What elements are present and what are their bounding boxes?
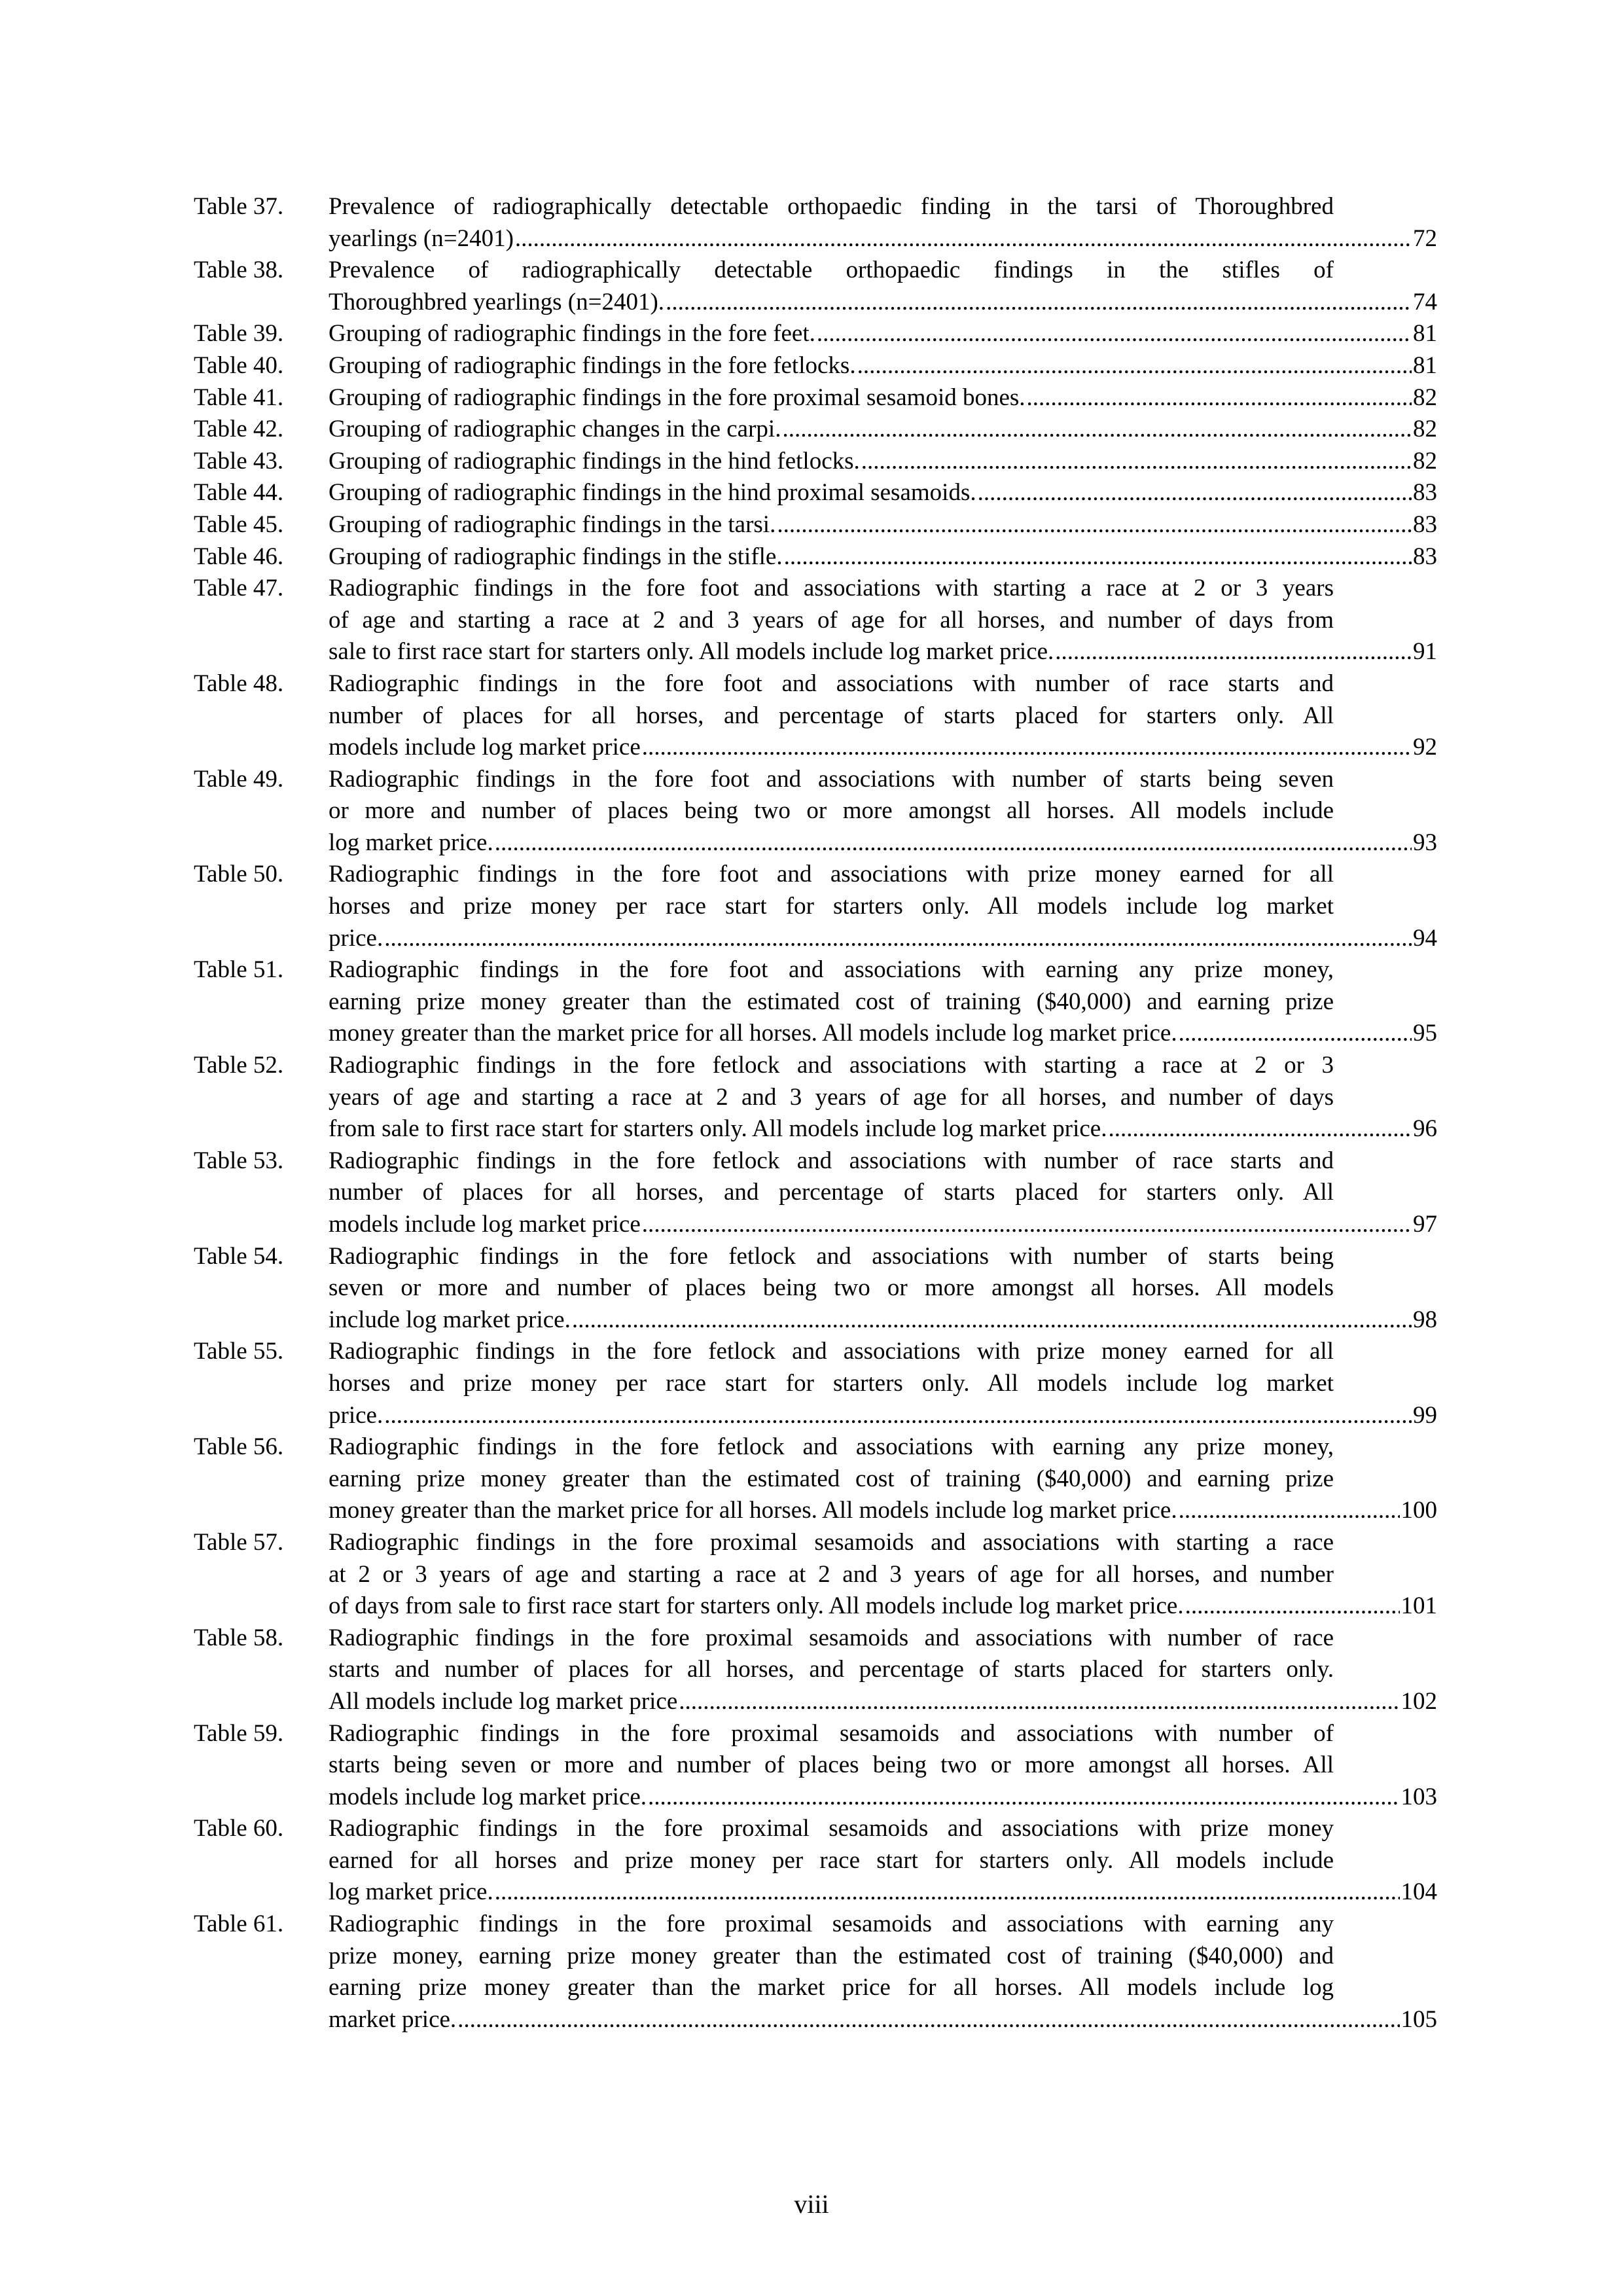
toc-entry-title-line: Radiographic findings in the fore foot and associations with earning any prize money, — [329, 956, 1334, 984]
toc-entry-body — [329, 573, 1437, 668]
toc-entry-page-number[interactable]: 104 — [1400, 1878, 1437, 1906]
dot-leader — [861, 446, 1412, 478]
toc-entry-title-line: Radiographic findings in the fore proximal sesamoids and associations with number of — [329, 1719, 1334, 1747]
toc-entry-last-line — [329, 1590, 1437, 1623]
dot-leader — [1179, 1018, 1412, 1050]
toc-entry-title-line: earning prize money greater than the estimated cost of training ($40,000) and earning prize — [329, 1465, 1334, 1492]
dot-leader — [495, 1876, 1400, 1909]
toc-entry[interactable] — [194, 1813, 1437, 1909]
toc-entry[interactable] — [194, 1431, 1437, 1527]
dot-leader — [784, 541, 1412, 573]
dot-leader — [642, 1209, 1412, 1241]
toc-entry-label: Table 48. — [194, 670, 284, 697]
page-number: viii — [794, 2189, 829, 2219]
dot-leader — [782, 414, 1412, 446]
toc-entry[interactable] — [194, 859, 1437, 954]
toc-entry-title-line: money greater than the market price for all horses. All models include log market price. — [329, 1020, 1177, 1047]
toc-entry-title-line: Prevalence of radiographically detectable orthopaedic findings in the stifles of — [329, 257, 1334, 284]
toc-entry-title-line: sale to first race start for starters only. All models include log market price. — [329, 638, 1054, 666]
toc-entry-title-line: All models include log market price — [329, 1687, 678, 1715]
toc-entry-body — [329, 1050, 1437, 1145]
toc-entry-page-number[interactable]: 103 — [1400, 1783, 1437, 1810]
dot-leader — [515, 223, 1412, 255]
toc-entry-body — [329, 477, 1437, 509]
toc-entry-title-line: Grouping of radiographic findings in the hind fetlocks. — [329, 447, 860, 475]
toc-entry-label: Table 54. — [194, 1242, 284, 1270]
toc-entry[interactable] — [194, 350, 1437, 382]
toc-entry-label: Table 38. — [194, 257, 284, 284]
toc-entry[interactable] — [194, 954, 1437, 1050]
toc-entry-title-line: Radiographic findings in the fore proximal sesamoids and associations with starting a race — [329, 1528, 1334, 1556]
toc-entry-last-line — [329, 1304, 1437, 1336]
toc-entry-title-line: seven or more and number of places being two or more amongst all horses. All models — [329, 1274, 1334, 1302]
toc-entry-last-line — [329, 1686, 1437, 1718]
toc-entry[interactable] — [194, 318, 1437, 350]
toc-entry-body — [329, 1527, 1437, 1623]
toc-entry-body — [329, 1718, 1437, 1814]
toc-entry-title-line: include log market price. — [329, 1306, 571, 1333]
toc-entry-body — [329, 668, 1437, 764]
toc-entry-body — [329, 541, 1437, 573]
toc-entry[interactable] — [194, 414, 1437, 446]
dot-leader — [666, 287, 1412, 319]
toc-entry-title-line: models include log market price — [329, 1211, 641, 1238]
toc-entry-title-line: Radiographic findings in the fore proximal sesamoids and associations with prize money — [329, 1815, 1334, 1842]
toc-entry-title-line: Grouping of radiographic findings in the hind proximal sesamoids. — [329, 479, 976, 507]
toc-entry-label: Table 44. — [194, 479, 284, 507]
toc-entry[interactable] — [194, 191, 1437, 255]
dot-leader — [648, 1782, 1400, 1814]
toc-entry-page-number[interactable]: 72 — [1413, 224, 1437, 252]
toc-entry-page-number[interactable]: 83 — [1413, 479, 1437, 507]
toc-entry-title-line: Grouping of radiographic changes in the carpi. — [329, 416, 781, 443]
dot-leader — [679, 1686, 1399, 1718]
toc-entry[interactable] — [194, 573, 1437, 668]
toc-entry[interactable] — [194, 1527, 1437, 1623]
toc-entry-body — [329, 859, 1437, 954]
toc-entry-page-number[interactable]: 83 — [1413, 511, 1437, 538]
toc-entry-label: Table 49. — [194, 765, 284, 793]
dot-leader — [1179, 1495, 1400, 1527]
toc-entry-last-line — [329, 1018, 1437, 1050]
toc-entry-body — [329, 350, 1437, 382]
toc-entry-page-number[interactable]: 98 — [1413, 1306, 1437, 1333]
toc-entry-label: Table 57. — [194, 1528, 284, 1556]
toc-entry-title-line: Prevalence of radiographically detectable orthopaedic finding in the tarsi of Thoroughbred — [329, 193, 1334, 220]
toc-entry-body — [329, 509, 1437, 541]
toc-entry-title-line: Radiographic findings in the fore fetlock and associations with starting a race at 2 or 3 — [329, 1052, 1334, 1079]
toc-entry-body — [329, 1813, 1437, 1909]
toc-entry-page-number[interactable]: 74 — [1413, 288, 1437, 315]
toc-entry-title-line: price. — [329, 1401, 383, 1429]
toc-entry-page-number[interactable]: 95 — [1413, 1020, 1437, 1047]
toc-entry-title-line: Radiographic findings in the fore fetlock and associations with earning any prize money, — [329, 1433, 1334, 1461]
toc-entry-last-line — [329, 1400, 1437, 1432]
dot-leader — [572, 1304, 1412, 1336]
toc-entry-body — [329, 414, 1437, 446]
toc-entry-title-line: starts and number of places for all horses, and percentage of starts placed for starters only. — [329, 1656, 1334, 1683]
dot-leader — [1108, 1113, 1412, 1145]
toc-entry-page-number[interactable]: 105 — [1400, 2005, 1437, 2033]
toc-entry-body — [329, 954, 1437, 1050]
dot-leader — [642, 732, 1412, 764]
toc-entry-last-line — [329, 1495, 1437, 1527]
toc-entry-label: Table 50. — [194, 861, 284, 888]
toc-entry-title-line: Radiographic findings in the fore foot and associations with prize money earned for all — [329, 861, 1334, 888]
toc-entry-body — [329, 1909, 1437, 2036]
toc-entry-body — [329, 318, 1437, 350]
toc-entry-last-line — [329, 318, 1437, 350]
toc-entry-label: Table 46. — [194, 543, 284, 570]
toc-entry-title-line: Radiographic findings in the fore foot and associations with starting a race at 2 or 3 years — [329, 575, 1334, 602]
toc-entry-title-line: years of age and starting a race at 2 and 3 years of age for all horses, and number of days — [329, 1083, 1334, 1111]
toc-entry-last-line — [329, 827, 1437, 859]
toc-entry-label: Table 61. — [194, 1910, 284, 1938]
toc-entry-title-line: Grouping of radiographic findings in the fore feet. — [329, 320, 815, 348]
toc-entry-label: Table 42. — [194, 416, 284, 443]
toc-entry-label: Table 45. — [194, 511, 284, 538]
toc-entry-page-number[interactable]: 81 — [1413, 351, 1437, 379]
toc-entry-label: Table 41. — [194, 384, 284, 411]
toc-entry-last-line — [329, 446, 1437, 478]
toc-entry[interactable] — [194, 446, 1437, 478]
toc-entry-page-number[interactable]: 100 — [1400, 1497, 1437, 1524]
toc-entry-last-line — [329, 1782, 1437, 1814]
toc-entry-last-line — [329, 732, 1437, 764]
toc-entry-label: Table 52. — [194, 1052, 284, 1079]
toc-entry-body — [329, 255, 1437, 318]
toc-entry[interactable] — [194, 1241, 1437, 1336]
toc-entry-body — [329, 1623, 1437, 1718]
dot-leader — [495, 827, 1412, 859]
toc-entry-body — [329, 446, 1437, 478]
toc-entry-last-line — [329, 382, 1437, 414]
toc-entry-title-line: yearlings (n=2401) — [329, 224, 514, 252]
toc-entry-page-number[interactable]: 82 — [1413, 384, 1437, 411]
toc-entry-title-line: models include log market price — [329, 734, 641, 761]
toc-entry-label: Table 43. — [194, 447, 284, 475]
toc-entry-title-line: Grouping of radiographic findings in the tarsi. — [329, 511, 776, 538]
dot-leader — [978, 477, 1412, 509]
toc-entry-title-line: prize money, earning prize money greater than the estimated cost of training ($40,000) and — [329, 1942, 1334, 1969]
toc-entry-page-number[interactable]: 94 — [1413, 924, 1437, 952]
toc-entry-last-line — [329, 223, 1437, 255]
toc-entry[interactable] — [194, 1623, 1437, 1718]
toc-entry-label: Table 53. — [194, 1147, 284, 1174]
toc-entry-body — [329, 1336, 1437, 1431]
toc-entry-last-line — [329, 350, 1437, 382]
toc-entry-title-line: from sale to first race start for starters only. All models include log market price. — [329, 1115, 1107, 1143]
toc-entry[interactable] — [194, 477, 1437, 509]
toc-entry[interactable] — [194, 509, 1437, 541]
toc-entry-last-line — [329, 1209, 1437, 1241]
toc-entry[interactable] — [194, 1050, 1437, 1145]
toc-entry-last-line — [329, 509, 1437, 541]
dot-leader — [1185, 1590, 1400, 1623]
toc-entry-title-line: Grouping of radiographic findings in the fore fetlocks. — [329, 351, 856, 379]
toc-entry-last-line — [329, 541, 1437, 573]
toc-entry-label: Table 56. — [194, 1433, 284, 1461]
toc-entry-page-number[interactable]: 82 — [1413, 416, 1437, 443]
toc-entry-last-line — [329, 2004, 1437, 2036]
toc-entry[interactable] — [194, 1718, 1437, 1814]
toc-entry-body — [329, 382, 1437, 414]
toc-entry-page-number[interactable]: 92 — [1413, 734, 1437, 761]
toc-entry[interactable] — [194, 1909, 1437, 2036]
toc-entry-body — [329, 191, 1437, 255]
dot-leader — [1027, 382, 1412, 414]
dot-leader — [777, 509, 1412, 541]
toc-entry[interactable] — [194, 1336, 1437, 1431]
toc-entry-title-line: Radiographic findings in the fore foot and associations with number of starts being seven — [329, 765, 1334, 793]
toc-entry-title-line: number of places for all horses, and percentage of starts placed for starters only. All — [329, 1179, 1334, 1206]
toc-entry-title-line: log market price. — [329, 829, 493, 856]
toc-entry-title-line: earned for all horses and prize money per race start for starters only. All models include — [329, 1846, 1334, 1874]
toc-entry-title-line: log market price. — [329, 1878, 493, 1906]
dot-leader — [817, 318, 1412, 350]
toc-entry-title-line: Radiographic findings in the fore proximal sesamoids and associations with number of race — [329, 1624, 1334, 1651]
list-of-tables — [194, 191, 1437, 2036]
dot-leader — [384, 1400, 1412, 1432]
toc-entry[interactable] — [194, 255, 1437, 318]
dot-leader — [1055, 636, 1412, 668]
toc-entry-last-line — [329, 414, 1437, 446]
toc-entry-title-line: earning prize money greater than the market price for all horses. All models include log — [329, 1974, 1334, 2001]
toc-entry-label: Table 55. — [194, 1338, 284, 1365]
dot-leader — [457, 2004, 1399, 2036]
toc-entry-title-line: Radiographic findings in the fore fetlock and associations with prize money earned for all — [329, 1338, 1334, 1365]
toc-entry-page-number[interactable]: 99 — [1413, 1401, 1437, 1429]
toc-entry-body — [329, 1431, 1437, 1527]
toc-entry-title-line: Grouping of radiographic findings in the stifle. — [329, 543, 783, 570]
toc-entry-title-line: number of places for all horses, and percentage of starts placed for starters only. All — [329, 702, 1334, 729]
toc-entry-label: Table 39. — [194, 320, 284, 348]
dot-leader — [857, 350, 1412, 382]
toc-entry-page-number[interactable]: 83 — [1413, 543, 1437, 570]
toc-entry-title-line: or more and number of places being two or more amongst all horses. All models include — [329, 797, 1334, 825]
toc-entry-page-number[interactable]: 101 — [1400, 1592, 1437, 1620]
toc-entry[interactable] — [194, 541, 1437, 573]
toc-entry-last-line — [329, 287, 1437, 319]
toc-entry-last-line — [329, 923, 1437, 955]
toc-entry-title-line: earning prize money greater than the estimated cost of training ($40,000) and earning prize — [329, 988, 1334, 1015]
toc-entry-title-line: of days from sale to first race start for starters only. All models include log market price. — [329, 1592, 1184, 1620]
toc-entry-title-line: Radiographic findings in the fore fetlock and associations with number of starts being — [329, 1242, 1334, 1270]
toc-entry-title-line: price. — [329, 924, 383, 952]
toc-entry-label: Table 59. — [194, 1719, 284, 1747]
toc-entry-title-line: Radiographic findings in the fore foot and associations with number of race starts and — [329, 670, 1334, 697]
toc-entry-last-line — [329, 1113, 1437, 1145]
toc-entry-title-line: money greater than the market price for all horses. All models include log market price. — [329, 1497, 1177, 1524]
toc-entry[interactable] — [194, 1145, 1437, 1241]
toc-entry[interactable] — [194, 764, 1437, 859]
toc-entry-title-line: market price. — [329, 2005, 457, 2033]
toc-entry-last-line — [329, 477, 1437, 509]
toc-entry-title-line: starts being seven or more and number of places being two or more amongst all horses. All — [329, 1751, 1334, 1779]
toc-entry-page-number[interactable]: 96 — [1413, 1115, 1437, 1143]
toc-entry-page-number[interactable]: 81 — [1413, 320, 1437, 348]
toc-entry-title-line: models include log market price. — [329, 1783, 647, 1810]
toc-entry-title-line: Thoroughbred yearlings (n=2401). — [329, 288, 665, 315]
toc-entry-page-number[interactable]: 97 — [1413, 1211, 1437, 1238]
toc-entry-title-line: of age and starting a race at 2 and 3 years of age for all horses, and number of days from — [329, 606, 1334, 634]
toc-entry[interactable] — [194, 668, 1437, 764]
toc-entry-label: Table 58. — [194, 1624, 284, 1651]
toc-entry-title-line: Radiographic findings in the fore proximal sesamoids and associations with earning any — [329, 1910, 1334, 1938]
toc-entry-title-line: horses and prize money per race start for starters only. All models include log market — [329, 893, 1334, 920]
dot-leader — [384, 923, 1412, 955]
toc-entry-label: Table 51. — [194, 956, 284, 984]
toc-entry-label: Table 37. — [194, 193, 284, 220]
toc-entry-title-line: horses and prize money per race start for starters only. All models include log market — [329, 1369, 1334, 1397]
toc-entry-body — [329, 1241, 1437, 1336]
toc-entry-title-line: Grouping of radiographic findings in the fore proximal sesamoid bones. — [329, 384, 1026, 411]
toc-entry-page-number[interactable]: 91 — [1413, 638, 1437, 666]
toc-entry-page-number[interactable]: 93 — [1413, 829, 1437, 856]
toc-entry-last-line — [329, 1876, 1437, 1909]
toc-entry-last-line — [329, 636, 1437, 668]
toc-entry-body — [329, 1145, 1437, 1241]
toc-entry-page-number[interactable]: 82 — [1413, 447, 1437, 475]
toc-entry-label: Table 60. — [194, 1815, 284, 1842]
toc-entry-title-line: Radiographic findings in the fore fetlock and associations with number of race starts and — [329, 1147, 1334, 1174]
toc-entry-label: Table 40. — [194, 351, 284, 379]
toc-entry[interactable] — [194, 382, 1437, 414]
toc-entry-page-number[interactable]: 102 — [1400, 1687, 1437, 1715]
toc-entry-label: Table 47. — [194, 575, 284, 602]
toc-entry-title-line: at 2 or 3 years of age and starting a race at 2 and 3 years of age for all horses, and number — [329, 1560, 1334, 1588]
toc-entry-body — [329, 764, 1437, 859]
